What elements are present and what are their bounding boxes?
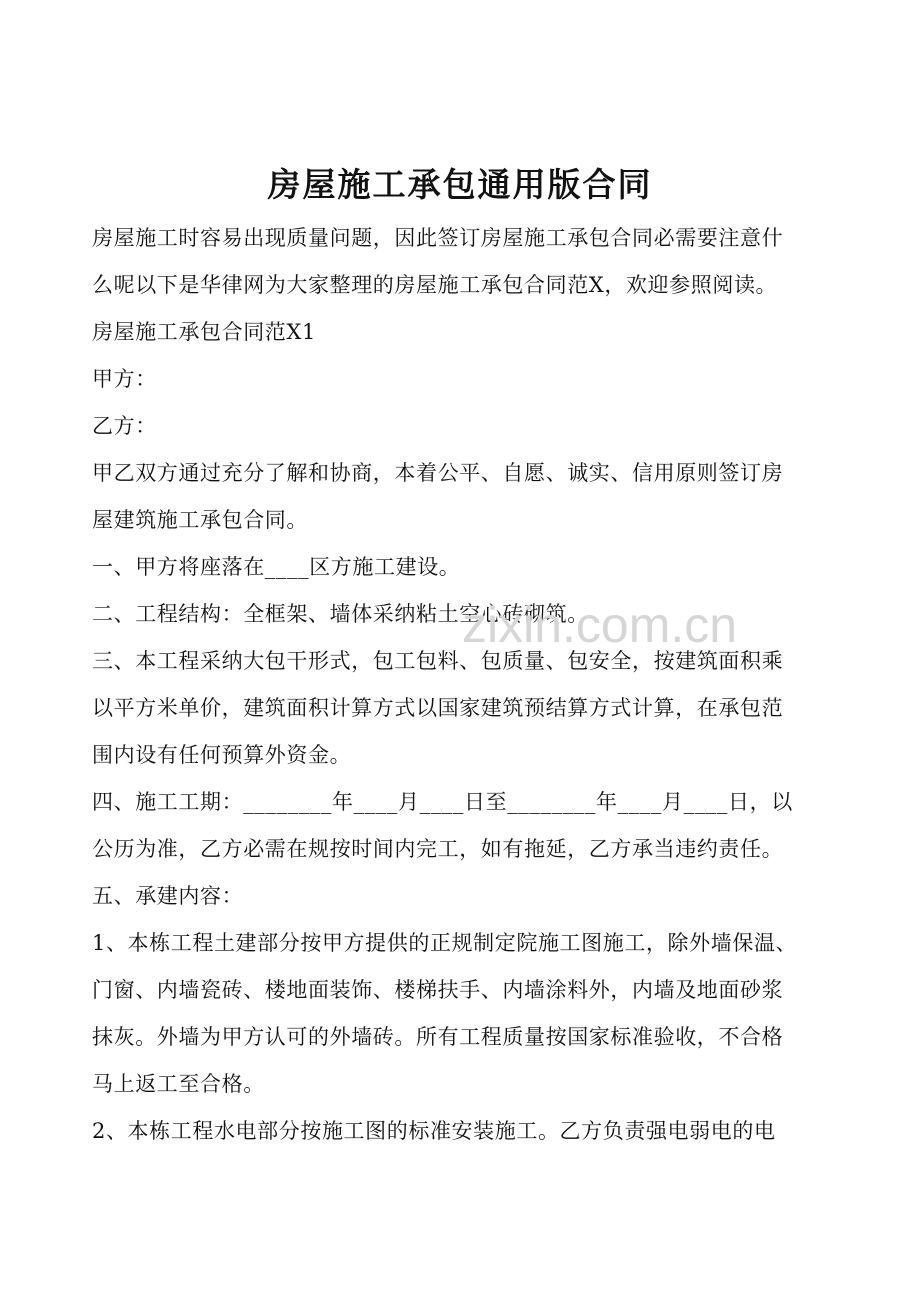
- paragraph-line: 1、本栋工程土建部分按甲方提供的正规制定院施工图施工，除外墙保温、: [92, 931, 798, 955]
- paragraph-clause-5: [92, 873, 828, 920]
- paragraph-line: 房屋施工承包合同范X1: [92, 320, 316, 344]
- paragraph-line: 甲乙双方通过充分了解和协商，本着公平、自愿、诚实、信用原则签订房: [92, 461, 784, 485]
- paragraph-line: 么呢以下是华律网为大家整理的房屋施工承包合同范X，欢迎参照阅读。: [92, 273, 778, 297]
- paragraph-clause-2: [92, 591, 828, 638]
- paragraph-party-b: [92, 403, 828, 450]
- paragraph-line: 门窗、内墙瓷砖、楼地面装饰、楼梯扶手、内墙涂料外，内墙及地面砂浆: [92, 978, 784, 1002]
- paragraph-line: 马上返工至合格。: [92, 1072, 265, 1096]
- paragraph-line: 2、本栋工程水电部分按施工图的标准安装施工。乙方负责强电弱电的电: [92, 1119, 776, 1143]
- paragraph-line: 四、施工工期：________年____月____日至________年____月____日，以: [92, 790, 793, 814]
- paragraph-line: 乙方：: [92, 414, 157, 438]
- paragraph-line: 公历为准，乙方必需在规按时间内完工，如有拖延，乙方承当违约责任。: [92, 837, 784, 861]
- paragraph-line: 房屋施工时容易出现质量问题，因此签订房屋施工承包合同必需要注意什: [92, 226, 784, 250]
- paragraph-line: 二、工程结构：全框架、墙体采纳粘土空心砖砌筑。: [92, 602, 589, 626]
- paragraph-clause-1: [92, 544, 828, 591]
- document-title: 房屋施工承包通用版合同: [267, 165, 653, 204]
- paragraph-agreement: [92, 450, 828, 544]
- paragraph-clause-4: [92, 779, 828, 873]
- paragraph-clause-3: [92, 638, 828, 779]
- paragraph-line: 五、承建内容：: [92, 884, 244, 908]
- paragraph-line: 以平方米单价，建筑面积计算方式以国家建筑预结算方式计算，在承包范: [92, 696, 784, 720]
- paragraph-item-1: [92, 920, 828, 1108]
- paragraph-line: 围内设有任何预算外资金。: [92, 743, 352, 767]
- document-body: [92, 215, 828, 1155]
- paragraph-line: 三、本工程采纳大包干形式，包工包料、包质量、包安全，按建筑面积乘: [92, 649, 784, 673]
- paragraph-item-2: [92, 1108, 828, 1155]
- paragraph-line: 屋建筑施工承包合同。: [92, 508, 308, 532]
- watermark: zixin.com.cn: [462, 597, 738, 653]
- paragraph-intro: [92, 215, 828, 309]
- paragraph-line: 甲方：: [92, 367, 157, 391]
- paragraph-line: 一、甲方将座落在____区方施工建设。: [92, 555, 461, 579]
- paragraph-contract-heading: [92, 309, 828, 356]
- paragraph-party-a: [92, 356, 828, 403]
- paragraph-line: 抹灰。外墙为甲方认可的外墙砖。所有工程质量按国家标准验收，不合格: [92, 1025, 784, 1049]
